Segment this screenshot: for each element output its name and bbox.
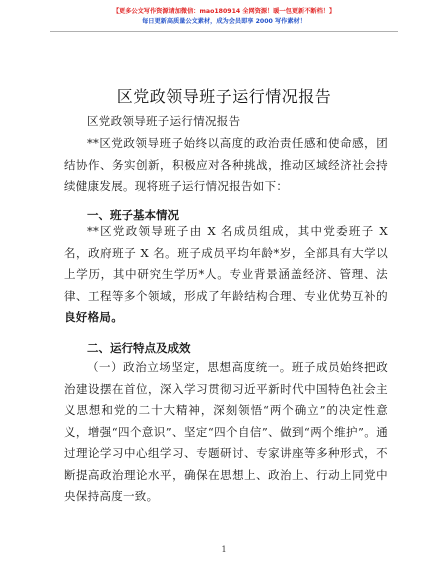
promo-banner-line-1: 【更多公文写作资源请加微信：mao180914 全网资源！暖一包更新不断档！】 — [112, 8, 336, 15]
section-1-body-bold: 良好格局。 — [64, 310, 123, 324]
section-1-heading: 一、班子基本情况 — [87, 208, 179, 222]
section-2-heading: 二、运行特点及成效 — [87, 341, 191, 355]
promo-banner-line-2: 每日更新高质量公文素材，成为会员即享 2000 写作素材！ — [142, 18, 306, 25]
intro-paragraph: **区党政领导班子始终以高度的政治责任感和使命感，团结协作、务实创新，积极应对各种挑战，推动区域经济社会持续健康发展。现将班子运行情况报告如下： — [64, 136, 388, 193]
document-subtitle: 区党政领导班子运行情况报告 — [87, 114, 241, 128]
document-title: 区党政领导班子运行情况报告 — [116, 87, 332, 106]
section-2-item-1: （一）政治立场坚定，思想高度统一。班子成员始终把政治建设摆在首位，深入学习贯彻习近平新时代中国特色社会主义思想和党的二十大精神，深刻领悟“两个确立”的决定性意义，增强“四个意识”、坚定“四个自信”、做到“两个维护”。通过理论学习中心组学习、专题研讨、专家讲座等多种形式，不断提高政治理论水平，确保在思想上、政治上、行动上同党中央保持高度一致。 — [64, 360, 388, 503]
page-number: 1 — [221, 545, 227, 554]
section-1-paragraph — [64, 221, 388, 329]
header-divider — [50, 31, 398, 32]
section-1-body: **区党政领导班子由 X 名成员组成，其中党委班子 X 名，政府班子 X 名。班子成员平均年龄*岁，全部具有大学以上学历，其中研究生学历*人。专业背景涵盖经济、管理、法律、工程等多个领域，形成了年龄结构合理、专业优势互补的 — [64, 224, 388, 303]
